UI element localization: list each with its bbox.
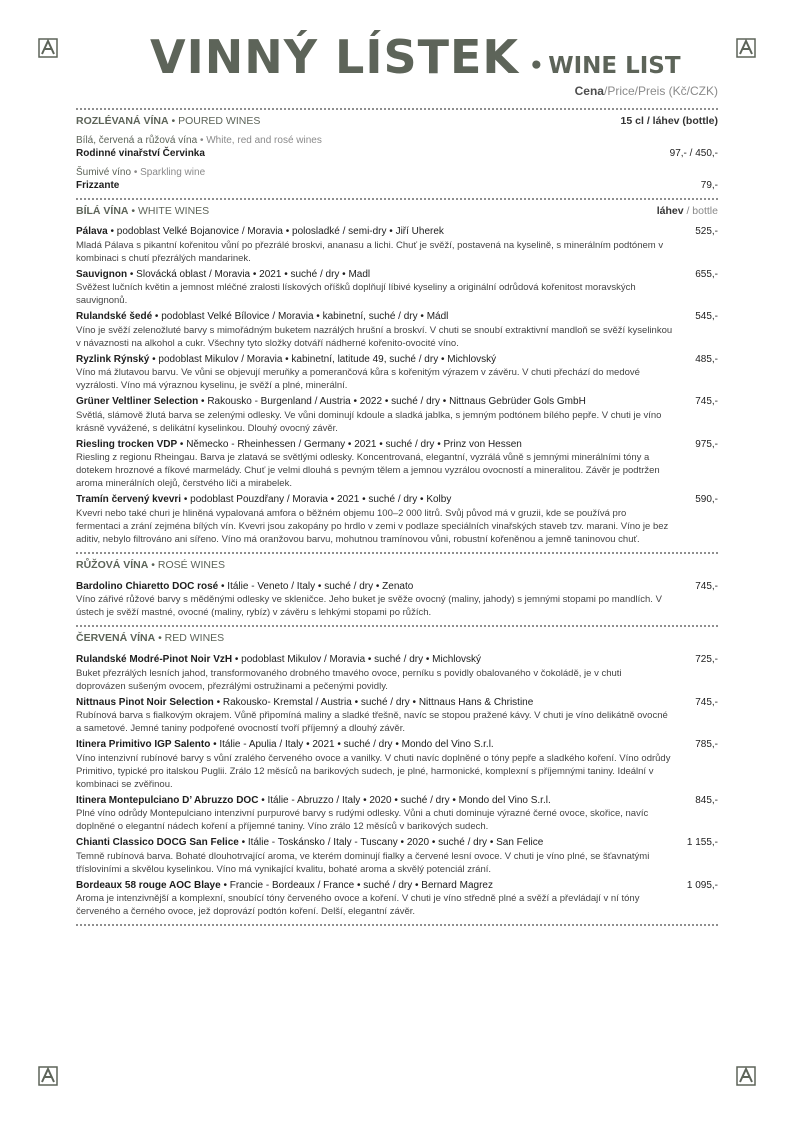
wine-item bbox=[76, 836, 718, 876]
wine-item bbox=[76, 879, 718, 919]
wine-details: • podoblast Mikulov / Moravia • suché / dry • Michlovský bbox=[232, 654, 482, 665]
wine-header bbox=[76, 879, 718, 893]
wine-name: Ryzlink Rýnský bbox=[76, 353, 150, 365]
wine-item bbox=[76, 738, 718, 791]
wine-description: Temně rubínová barva. Bohaté dlouhotrvající aroma, ve kterém dominují fialky a červené lesní ovoce. V chuti je víno plné, se šťavnatými třísloviními a skvělou kyselinkou. Víno má vynikající kvalitu, bohaté aroma a skvělý potenciál zrání. bbox=[76, 850, 650, 875]
wine-description: Plné víno odrůdy Montepulciano intenzivní purpurové barvy s rudými odlesky. Vůni a chuti dominuje výrazné černé ovoce, skořice, navíc doplněné o elegantní nádech koření a příjemné taniny. Víno zrálo 12 měsíců v barikových sudech. bbox=[76, 808, 649, 832]
wine-details: • podoblast Mikulov / Moravia • kabinetní, latitude 49, suché / dry • Michlovský bbox=[149, 353, 497, 365]
poured-item: Frizzante 79,- bbox=[76, 180, 718, 191]
wine-item bbox=[76, 353, 718, 393]
wine-price: 590,- bbox=[695, 494, 718, 505]
wine-header bbox=[76, 225, 718, 239]
brand-logo-icon bbox=[736, 38, 756, 58]
title-main: VINNÝ LÍSTEK bbox=[150, 30, 520, 84]
wine-price: 745,- bbox=[695, 580, 718, 592]
wine-name: Riesling trocken VDP bbox=[76, 438, 178, 450]
wine-name: Itinera Montepulciano D’ Abruzzo DOC bbox=[76, 794, 259, 806]
brand-logo-icon bbox=[38, 38, 58, 58]
wine-item bbox=[76, 493, 718, 546]
section-header-white: BÍLÁ VÍNA • WHITE WINES láhev / bottle bbox=[76, 205, 718, 217]
wine-name: Bardolino Chiaretto DOC rosé bbox=[76, 580, 219, 592]
wine-description: Riesling z regionu Rheingau. Barva je zlatavá se světlými odlesky. Koncentrovaná, elegantní, vyzrálá vůně s jemnými minerálními tóny a dotekem hroznové a fíkové marmelády. Chuť je velmi dlouhá s pevným tělem a jemnou vyzrálou ovocností a mineralitou. Závěr je podtržen aroma minerálních olejů, čerstvého liči a mirabelek. bbox=[76, 452, 660, 489]
wine-name: Rulandské šedé bbox=[76, 311, 153, 322]
wine-price: 485,- bbox=[695, 353, 718, 365]
title-sub: WINE LIST bbox=[548, 53, 681, 79]
wine-header bbox=[76, 310, 718, 324]
wine-item bbox=[76, 653, 718, 693]
section-header-rose: RŮŽOVÁ VÍNA • ROSÉ WINES bbox=[76, 558, 225, 571]
wine-details: • Německo - Rheinhessen / Germany • 2021 • suché / dry • Prinz von Hessen bbox=[177, 438, 522, 450]
wine-name: Itinera Primitivo IGP Salento bbox=[76, 739, 211, 750]
wine-details: • Rakousko- Kremstal / Austria • suché / dry • Nittnaus Hans & Christine bbox=[213, 696, 534, 708]
wine-name: Bordeaux 58 rouge AOC Blaye bbox=[76, 879, 221, 891]
poured-item: Rodinné vinařství Červinka 97,- / 450,- bbox=[76, 148, 718, 159]
brand-logo-icon bbox=[38, 1066, 58, 1086]
wine-description: Víno je svěží zelenožluté barvy s mimořádným buketem nazrálých hrušní a broskví. V chuti se snoubí extraktivní mandloň se svěží kyselinkou v návaznosti na alkohol a cukr. Všechny tyto složky dotváří nádherné kořenito-ovocité víno. bbox=[76, 324, 673, 349]
wine-name: Nittnaus Pinot Noir Selection bbox=[76, 696, 214, 708]
divider bbox=[76, 924, 718, 926]
wine-header bbox=[76, 653, 718, 667]
wine-details: • podoblast Pouzdřany / Moravia • 2021 • suché / dry • Kolby bbox=[181, 494, 452, 505]
wine-details: • Slovácká oblast / Moravia • 2021 • suché / dry • Madl bbox=[127, 268, 371, 280]
wine-header bbox=[76, 738, 718, 752]
wine-header bbox=[76, 794, 718, 808]
wine-price: 655,- bbox=[695, 268, 718, 280]
group-label: Bílá, červená a růžová vína • White, red and rosé wines bbox=[76, 135, 322, 146]
wine-item bbox=[76, 696, 718, 736]
wine-item bbox=[76, 794, 718, 834]
poured-group bbox=[76, 134, 718, 160]
wine-details: • Itálie - Veneto / Italy • suché / dry • Zenato bbox=[218, 580, 414, 592]
wine-price: 525,- bbox=[695, 226, 718, 237]
group-label: Šumivé víno • Sparkling wine bbox=[76, 167, 206, 178]
wine-details: • Itálie - Abruzzo / Italy • 2020 • suché / dry • Mondo del Vino S.r.l. bbox=[258, 794, 551, 806]
wine-price: 1 155,- bbox=[686, 837, 718, 848]
wine-header bbox=[76, 696, 718, 710]
wine-item bbox=[76, 395, 718, 435]
wine-description: Rubínová barva s fialkovým okrajem. Vůně připomíná maliny a sladké třešně, navíc se stopou pražené kávy. V chuti je víno delikátně ovocné a sametové. Jemné taniny podpořené ovocností tvoří příjemný a dlouhý závěr. bbox=[76, 710, 668, 734]
price-caption: Cena/Price/Preis (Kč/CZK) bbox=[574, 84, 718, 98]
wine-details: • Itálie - Apulia / Italy • 2021 • suché / dry • Mondo del Vino S.r.l. bbox=[210, 739, 494, 750]
wine-price: 1 095,- bbox=[686, 879, 718, 891]
wine-header bbox=[76, 836, 718, 850]
wine-details: • Rakousko - Burgenland / Austria • 2022 • suché / dry • Nittnaus Gebrüder Gols GmbH bbox=[198, 396, 586, 407]
wine-description: Mladá Pálava s pikantní kořenitou vůní po přezrálé broskvi, ananasu a lichi. Chuť je svěží, postavená na kyselině, s minerálním podtónem v kombinaci s chutí přezrálých mandarinek. bbox=[76, 239, 664, 264]
wine-name: Sauvignon bbox=[76, 268, 128, 280]
wine-item bbox=[76, 225, 718, 265]
wine-details: • Francie - Bordeaux / France • suché / dry • Bernard Magrez bbox=[220, 879, 493, 891]
wine-header bbox=[76, 268, 718, 282]
wine-price: 745,- bbox=[695, 396, 718, 407]
wine-description: Víno má žlutavou barvu. Ve vůni se objevují meruňky a pomerančová kůra s kořenitým výrazem v závěru. V chuti přechází do medové vyzrálosti. Víno má výraznou kyselinu, je svěží a plné, minerální. bbox=[76, 367, 640, 391]
poured-group bbox=[76, 166, 718, 192]
wine-description: Víno intenzivní rubínové barvy s vůní zralého červeného ovoce a vanilky. V chuti navíc doplněné o tóny pepře a sladkého koření. Víno odrůdy Primitivo, typické pro italskou Puglii. Zrálo 12 měsíců na barikových sudech, je plné, harmonické, komplexní s příjemnými taniny. Ideální v kombinaci se zvěřinou. bbox=[76, 752, 671, 790]
wine-item bbox=[76, 580, 718, 620]
wine-description: Víno zářivé růžové barvy s měděnými odlesky ve skleničce. Jeho buket je svěže ovocný (maliny, jahody) s jemnými stopami po mandlích. V ústech je svěží mastné, ovocné (maliny, rybíz) v závěru s lehkými stopami po růžích. bbox=[76, 594, 662, 618]
wine-description: Světlá, slámově žlutá barva se zelenými odlesky. Ve vůni dominují kdoule a sladká jablka, s jemným podtónem bílého pepře. V chuti je víno krásně vyvážené, s delikátní kyselinkou. Dlouhý ovocný závěr. bbox=[76, 409, 662, 434]
wine-item bbox=[76, 438, 718, 491]
wine-price: 745,- bbox=[695, 696, 718, 708]
section-header-red: ČERVENÁ VÍNA • RED WINES bbox=[76, 632, 225, 644]
wine-details: • Itálie - Toskánsko / Italy - Tuscany • 2020 • suché / dry • San Felice bbox=[238, 837, 544, 848]
wine-name: Pálava bbox=[76, 226, 108, 237]
wine-item bbox=[76, 310, 718, 350]
section-header-poured: ROZLÉVANÁ VÍNA • POURED WINES 15 cl / láhev (bottle) bbox=[76, 115, 718, 127]
wine-list bbox=[76, 108, 718, 926]
wine-details: • podoblast Velké Bílovice / Moravia • kabinetní, suché / dry • Mádl bbox=[152, 311, 449, 322]
page-title bbox=[150, 30, 681, 84]
wine-price: 785,- bbox=[695, 739, 718, 750]
title-separator: • bbox=[529, 53, 544, 79]
wine-price: 545,- bbox=[695, 311, 718, 322]
wine-header bbox=[76, 493, 718, 507]
wine-name: Chianti Classico DOCG San Felice bbox=[76, 837, 239, 848]
wine-header bbox=[76, 353, 718, 367]
wine-description: Svěžest lučních květin a jemnost mléčné zralosti lískových oříšků doplňují líbivé kyseliny a originální odrůdová kořenitost moravských sauvignonů. bbox=[76, 282, 636, 306]
wine-header bbox=[76, 580, 718, 594]
wine-description: Kvevri nebo také churi je hliněná vypalovaná amfora o běžném objemu 100–2 000 litrů. Svůj původ má v gruzii, kde se používá pro fermentaci a zrání zejména bílých vín. Kvevri jsou zakopány po hrdlo v zemi v podlaze speciálních vinařských staveb tzv. marani. Víno je bez aditiv, nebylo filtrováno ani sířeno. Víno má oranžovou barvu, mohutnou tramínovou vůni, robustní kořeněnou a jemně taninovou chuť. bbox=[76, 507, 669, 545]
wine-price: 725,- bbox=[695, 654, 718, 665]
wine-price: 845,- bbox=[695, 794, 718, 806]
wine-price: 975,- bbox=[695, 438, 718, 450]
wine-description: Aroma je intenzivnější a komplexní, snoubící tóny červeného ovoce a koření. V chuti je víno středně plné a svěží a převládají v ní tóny červeného a černého ovoce, jež doprovází podtón koření. Delší, elegantní závěr. bbox=[76, 893, 640, 917]
wine-item bbox=[76, 268, 718, 308]
wine-name: Tramín červený kvevri bbox=[76, 494, 182, 505]
brand-logo-icon bbox=[736, 1066, 756, 1086]
wine-header bbox=[76, 438, 718, 452]
wine-header bbox=[76, 395, 718, 409]
wine-description: Buket přezrálých lesních jahod, transformovaného drobného tmavého ovoce, perníku s povidly obalovaného v čokoládě, je v chuti doprovázen sušeným ovocem, přezrálými ostružinami a pečenými povidly. bbox=[76, 667, 622, 692]
wine-name: Rulandské Modré-Pinot Noir VzH bbox=[76, 654, 233, 665]
wine-details: • podoblast Velké Bojanovice / Moravia • polosladké / semi-dry • Jiří Uherek bbox=[107, 226, 444, 237]
wine-name: Grüner Veltliner Selection bbox=[76, 396, 199, 407]
